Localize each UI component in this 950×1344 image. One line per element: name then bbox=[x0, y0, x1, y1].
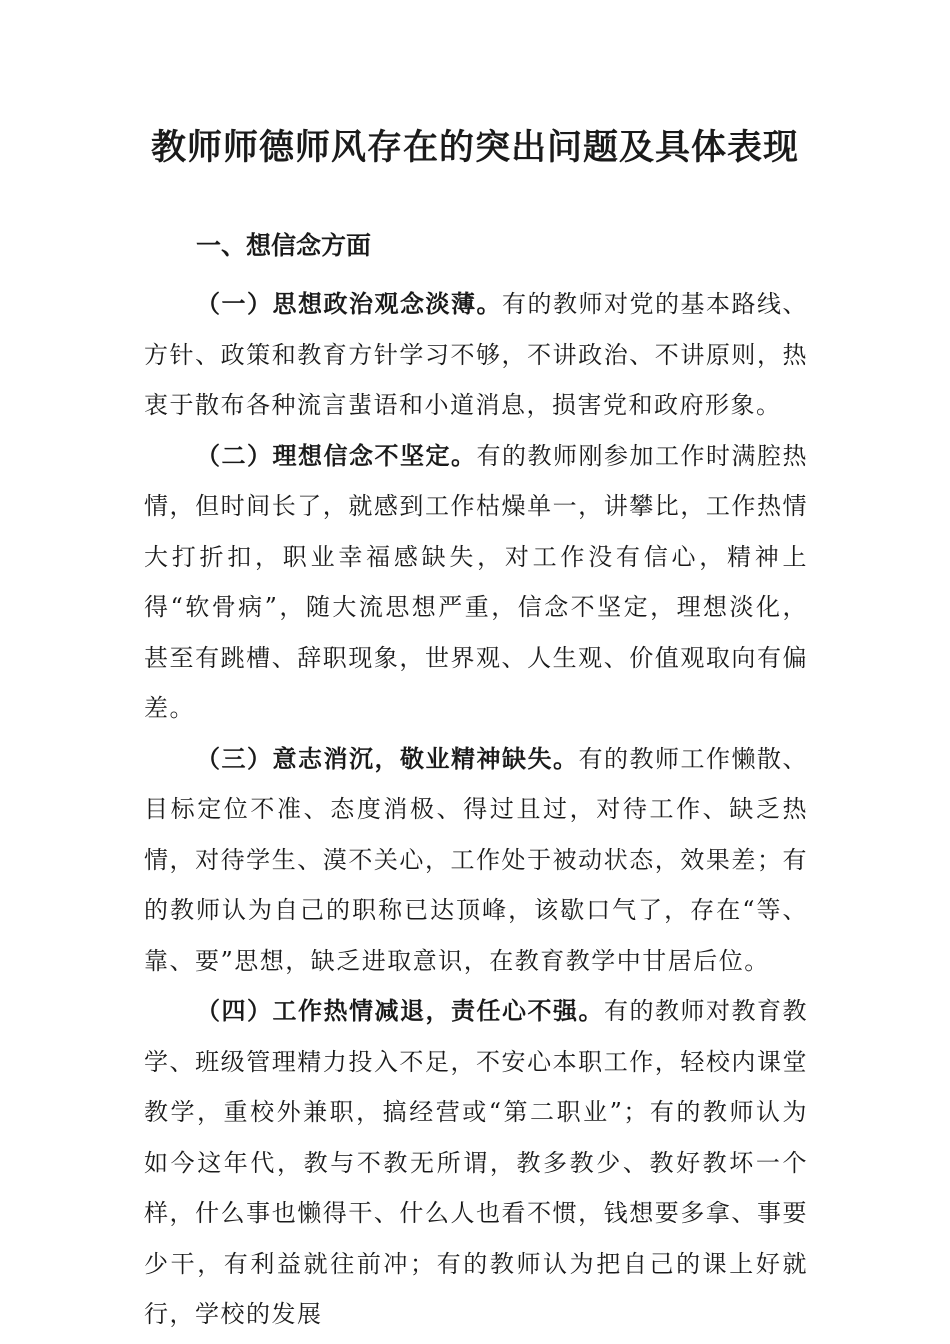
section-heading: 一、想信念方面 bbox=[196, 231, 372, 260]
paragraph-2 bbox=[144, 431, 808, 734]
document-body bbox=[144, 279, 808, 1340]
paragraph-lead: （二）理想信念不坚定。 bbox=[196, 440, 477, 470]
paragraph-lead: （四）工作热情减退，责任心不强。 bbox=[196, 996, 604, 1025]
document-title: 教师师德师风存在的突出问题及具体表现 bbox=[150, 127, 799, 168]
paragraph-4 bbox=[144, 986, 808, 1340]
paragraph-3 bbox=[144, 734, 808, 987]
paragraph-text: 有的教师工作懒散、目标定位不准、态度消极、得过且过，对待工作、缺乏热情，对待学生、漠不关心，工作处于被动状态，效果差；有的教师认为自己的职称已达顶峰，该歇口气了，存在“等、靠、要”思想，缺乏进取意识，在教育教学中甘居后位。 bbox=[144, 744, 808, 975]
paragraph-text: 有的教师刚参加工作时满腔热情，但时间长了，就感到工作枯燥单一，讲攀比，工作热情大打折扣，职业幸福感缺失，对工作没有信心，精神上得“软骨病”，随大流思想严重，信念不坚定，理想淡化，甚至有跳槽、辞职现象，世界观、人生观、价值观取向有偏差。 bbox=[144, 441, 808, 722]
paragraph-text: 有的教师对教育教学、班级管理精力投入不足，不安心本职工作，轻校内课堂教学，重校外兼职，搞经营或“第二职业”；有的教师认为如今这年代，教与不教无所谓，教多教少、教好教坏一个样，什么事也懒得干、什么人也看不惯，钱想要多拿、事要少干，有利益就往前冲；有的教师认为把自己的课上好就行，学校的发展 bbox=[144, 997, 808, 1328]
paragraph-lead: （三）意志消沉，敬业精神缺失。 bbox=[196, 743, 579, 773]
paragraph-text: 有的教师对党的基本路线、方针、政策和教育方针学习不够，不讲政治、不讲原则，热衷于散布各种流言蜚语和小道消息，损害党和政府形象。 bbox=[144, 290, 808, 419]
paragraph-1 bbox=[144, 279, 808, 431]
paragraph-lead: （一）思想政治观念淡薄。 bbox=[196, 289, 502, 318]
